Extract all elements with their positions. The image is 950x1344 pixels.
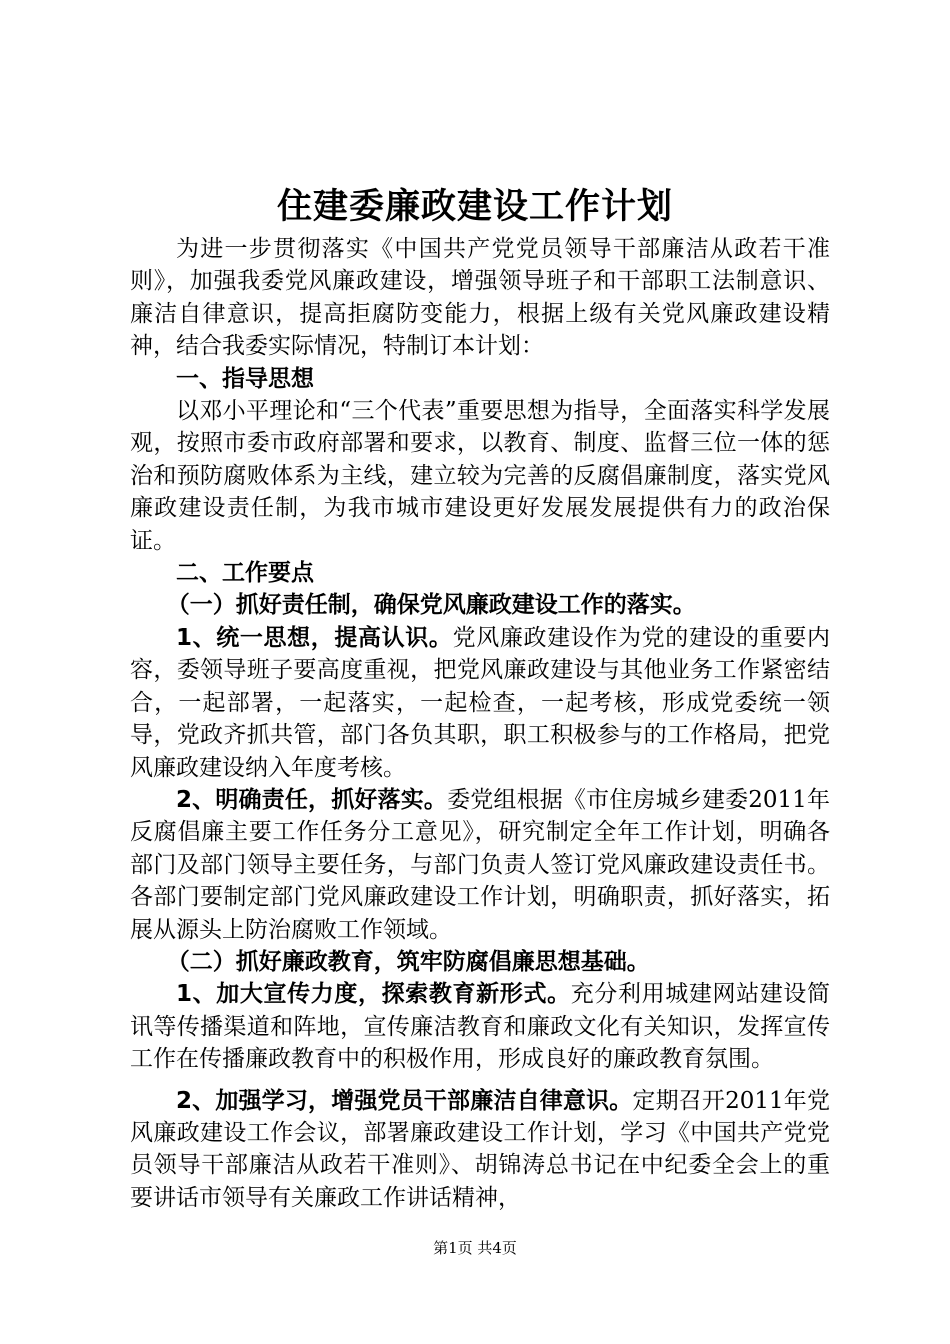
- document-body: [130, 233, 830, 1214]
- intro-paragraph: 为进一步贯彻落实《中国共产党党员领导干部廉洁从政若干准则》，加强我委党风廉政建设，增强领导班子和干部职工法制意识、廉洁自律意识，提高拒腐防变能力，根据上级有关党风廉政建设精神，结合我委实际情况，特制订本计划：: [130, 236, 830, 360]
- item-text: 定期召开2011年党风廉政建设工作会议，部署廉政建设工作计划，学习《中国共产党党员领导干部廉洁从政若干准则》、胡锦涛总书记在中纪委全会上的重要讲话市领导有关廉政工作讲话精神，: [130, 1087, 830, 1211]
- section-heading-work-points: 二、工作要点: [176, 560, 314, 587]
- item-lead: 1、加大宣传力度，探索教育新形式。: [176, 981, 571, 1008]
- item-text: 委党组根据《市住房城乡建委2011年反腐倡廉主要工作任务分工意见》，研究制定全年工作计划，明确各部门及部门领导主要任务，与部门负责人签订党风廉政建设责任书。各部门要制定部门党风廉政建设工作计划，明确职责，抓好落实，拓展从源头上防治腐败工作领域。: [130, 786, 830, 943]
- subsection-heading-responsibility: （一）抓好责任制，确保党风廉政建设工作的落实。: [166, 592, 696, 619]
- item-text: 党风廉政建设作为党的建设的重要内容，委领导班子要高度重视，把党风廉政建设与其他业务工作紧密结合，一起部署，一起落实，一起检查，一起考核，形成党委统一领导，党政齐抓共管，部门各负其职，职工积极参与的工作格局，把党风廉政建设纳入年度考核。: [130, 624, 830, 781]
- item-text: 充分利用城建网站建设简讯等传播渠道和阵地，宣传廉洁教育和廉政文化有关知识，发挥宣传工作在传播廉政教育中的积极作用，形成良好的廉政教育氛围。: [130, 981, 830, 1073]
- subsection-heading-education: （二）抓好廉政教育，筑牢防腐倡廉思想基础。: [166, 948, 650, 975]
- guiding-thought-paragraph: 以邓小平理论和“三个代表”重要思想为指导，全面落实科学发展观，按照市委市政府部署和要求，以教育、制度、监督三位一体的惩治和预防腐败体系为主线，建立较为完善的反腐倡廉制度，落实党风廉政建设责任制，为我市城市建设更好发展发展提供有力的政治保证。: [130, 398, 830, 554]
- section-heading-guiding-thought: 一、指导思想: [176, 365, 314, 392]
- item-lead: 2、明确责任，抓好落实。: [176, 786, 448, 813]
- list-item: [130, 1085, 830, 1215]
- item-lead: 2、加强学习，增强党员干部廉洁自律意识。: [176, 1087, 633, 1114]
- page-footer: 第1页 共4页: [433, 1239, 517, 1257]
- item-lead: 1、统一思想，提高认识。: [176, 624, 453, 651]
- list-item: [130, 622, 830, 784]
- list-item: [130, 784, 830, 946]
- list-item: [130, 978, 830, 1075]
- document-title: 住建委廉政建设工作计划: [276, 187, 673, 227]
